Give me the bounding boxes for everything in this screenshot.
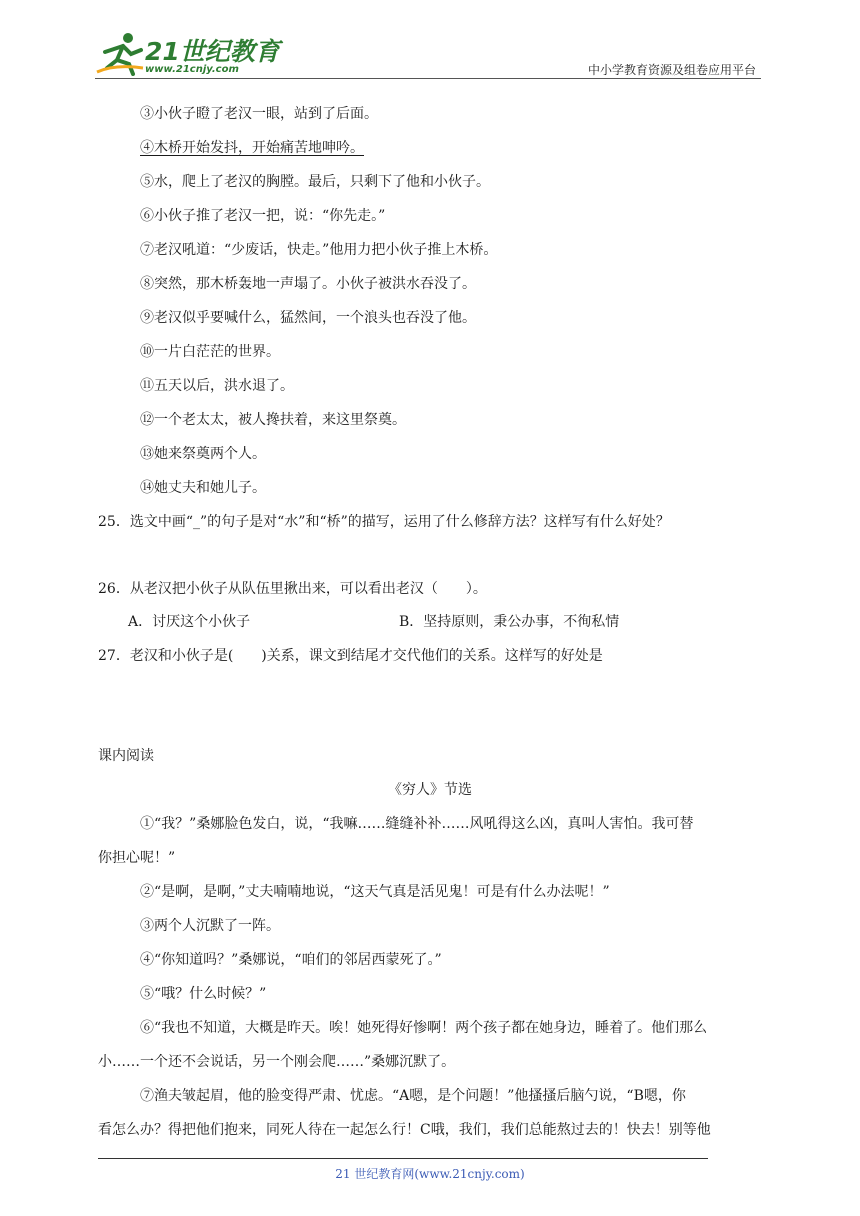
excerpt-line: 小……一个还不会说话，另一个刚会爬……”桑娜沉默了。	[98, 1054, 456, 1070]
question-25: 25．选文中画“_”的句子是对“水”和“桥”的描写，运用了什么修辞方法？这样写有什么好处？	[98, 514, 670, 530]
passage-line-3: ③小伙子瞪了老汉一眼，站到了后面。	[140, 106, 378, 122]
page-header	[0, 0, 860, 86]
excerpt-line: ④“你知道吗？”桑娜说，“咱们的邻居西蒙死了。”	[140, 952, 442, 968]
excerpt-line: ⑤“哦？什么时候？”	[140, 986, 267, 1002]
excerpt-line: 你担心呢！”	[98, 850, 176, 866]
page-footer: 21 世纪教育网(www.21cnjy.com)	[335, 1167, 525, 1181]
passage-line-4-underlined: ④木桥开始发抖，开始痛苦地呻吟。	[140, 140, 364, 156]
passage-line-12: ⑫一个老太太，被人搀扶着，来这里祭奠。	[140, 412, 406, 428]
excerpt-line: ⑦渔夫皱起眉，他的脸变得严肃、忧虑。“A嗯，是个问题！”他搔搔后脑勺说，“B嗯，你	[140, 1088, 686, 1104]
logo-url-text: www.21cnjy.com	[145, 64, 239, 75]
passage-line-6: ⑥小伙子推了老汉一把，说：“你先走。”	[140, 208, 386, 224]
passage-line-5: ⑤水，爬上了老汉的胸膛。最后，只剩下了他和小伙子。	[140, 174, 490, 190]
section-heading: 课内阅读	[98, 748, 154, 764]
question-26-option-a: A．讨厌这个小伙子	[128, 614, 251, 630]
excerpt-line: ⑥“我也不知道，大概是昨天。唉！她死得好惨啊！两个孩子都在她身边，睡着了。他们那么	[140, 1020, 708, 1036]
passage-line-9: ⑨老汉似乎要喊什么，猛然间，一个浪头也吞没了他。	[140, 310, 476, 326]
passage-line-10: ⑩一片白茫茫的世界。	[140, 344, 280, 360]
logo-brand-text: 21世纪教育	[145, 37, 280, 66]
passage-line-11: ⑪五天以后，洪水退了。	[140, 378, 294, 394]
excerpt-line: ②“是啊，是啊，”丈夫喃喃地说，“这天气真是活见鬼！可是有什么办法呢！”	[140, 884, 610, 900]
passage-line-7: ⑦老汉吼道：“少废话，快走。”他用力把小伙子推上木桥。	[140, 242, 498, 258]
runner-logo-icon	[95, 30, 147, 76]
excerpt-line: 看怎么办？得把他们抱来，同死人待在一起怎么行！C哦，我们，我们总能熬过去的！快去！别等他	[98, 1122, 711, 1138]
passage-line-8: ⑧突然，那木桥轰地一声塌了。小伙子被洪水吞没了。	[140, 276, 476, 292]
site-logo	[95, 30, 280, 82]
excerpt-line: ①“我？”桑娜脸色发白，说，“我嘛……缝缝补补……风吼得这么凶，真叫人害怕。我可替	[140, 816, 694, 832]
question-27: 27．老汉和小伙子是( )关系，课文到结尾才交代他们的关系。这样写的好处是	[98, 648, 603, 664]
question-26-option-b: B．坚持原则，秉公办事，不徇私情	[399, 614, 620, 630]
question-26: 26．从老汉把小伙子从队伍里揪出来，可以看出老汉（ ）。	[98, 581, 487, 597]
passage-line-14: ⑭她丈夫和她儿子。	[140, 480, 266, 496]
platform-label: 中小学教育资源及组卷应用平台	[587, 63, 756, 77]
excerpt-line: ③两个人沉默了一阵。	[140, 918, 280, 934]
footer-divider	[98, 1158, 708, 1159]
header-divider	[95, 78, 761, 79]
excerpt-title: 《穷人》节选	[388, 782, 472, 798]
passage-line-13: ⑬她来祭奠两个人。	[140, 446, 266, 462]
